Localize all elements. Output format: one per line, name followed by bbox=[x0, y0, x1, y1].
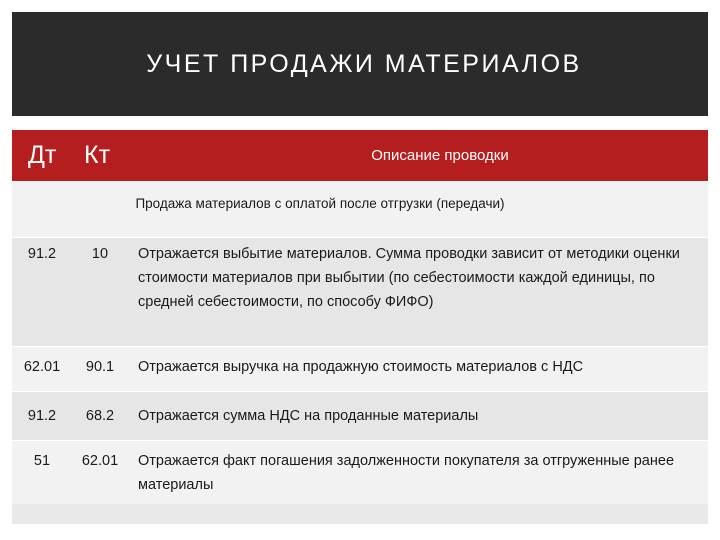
cell-credit: 10 bbox=[91, 245, 109, 262]
header-debit: Дт bbox=[28, 140, 57, 169]
table-subheader-row bbox=[12, 181, 708, 237]
table-row bbox=[12, 440, 708, 504]
title-bar bbox=[12, 12, 708, 116]
cell-description: Отражается выручка на продажную стоимость материалов с НДС bbox=[138, 358, 584, 375]
cell-debit: 62.01 bbox=[23, 358, 61, 375]
table-row bbox=[12, 237, 708, 346]
cell-debit: 51 bbox=[33, 452, 51, 469]
table-header-row bbox=[12, 130, 708, 181]
table-row bbox=[12, 346, 708, 391]
table-row bbox=[12, 391, 708, 440]
postings-table-container bbox=[12, 130, 708, 524]
cell-credit: 68.2 bbox=[85, 407, 115, 424]
cell-description: Отражается факт погашения задолженности покупателя за отгруженные ранее материалы bbox=[138, 452, 675, 493]
cell-credit: 62.01 bbox=[81, 452, 119, 469]
cell-debit: 91.2 bbox=[27, 245, 57, 262]
header-description: Описание проводки bbox=[371, 146, 509, 164]
page-title: УЧЕТ ПРОДАЖИ МАТЕРИАЛОВ bbox=[146, 49, 582, 78]
cell-description: Отражается выбытие материалов. Сумма проводки зависит от методики оценки стоимости материалов при выбытии (по себестоимости каждой единицы, по средней себестоимости, по способу ФИФО) bbox=[138, 245, 680, 310]
cell-debit: 91.2 bbox=[27, 407, 57, 424]
cell-description: Отражается сумма НДС на проданные материалы bbox=[138, 407, 479, 424]
subheader-text: Продажа материалов с оплатой после отгрузки (передачи) bbox=[135, 196, 505, 211]
cell-credit: 90.1 bbox=[85, 358, 115, 375]
header-credit: Кт bbox=[84, 140, 111, 169]
postings-table bbox=[12, 130, 708, 504]
